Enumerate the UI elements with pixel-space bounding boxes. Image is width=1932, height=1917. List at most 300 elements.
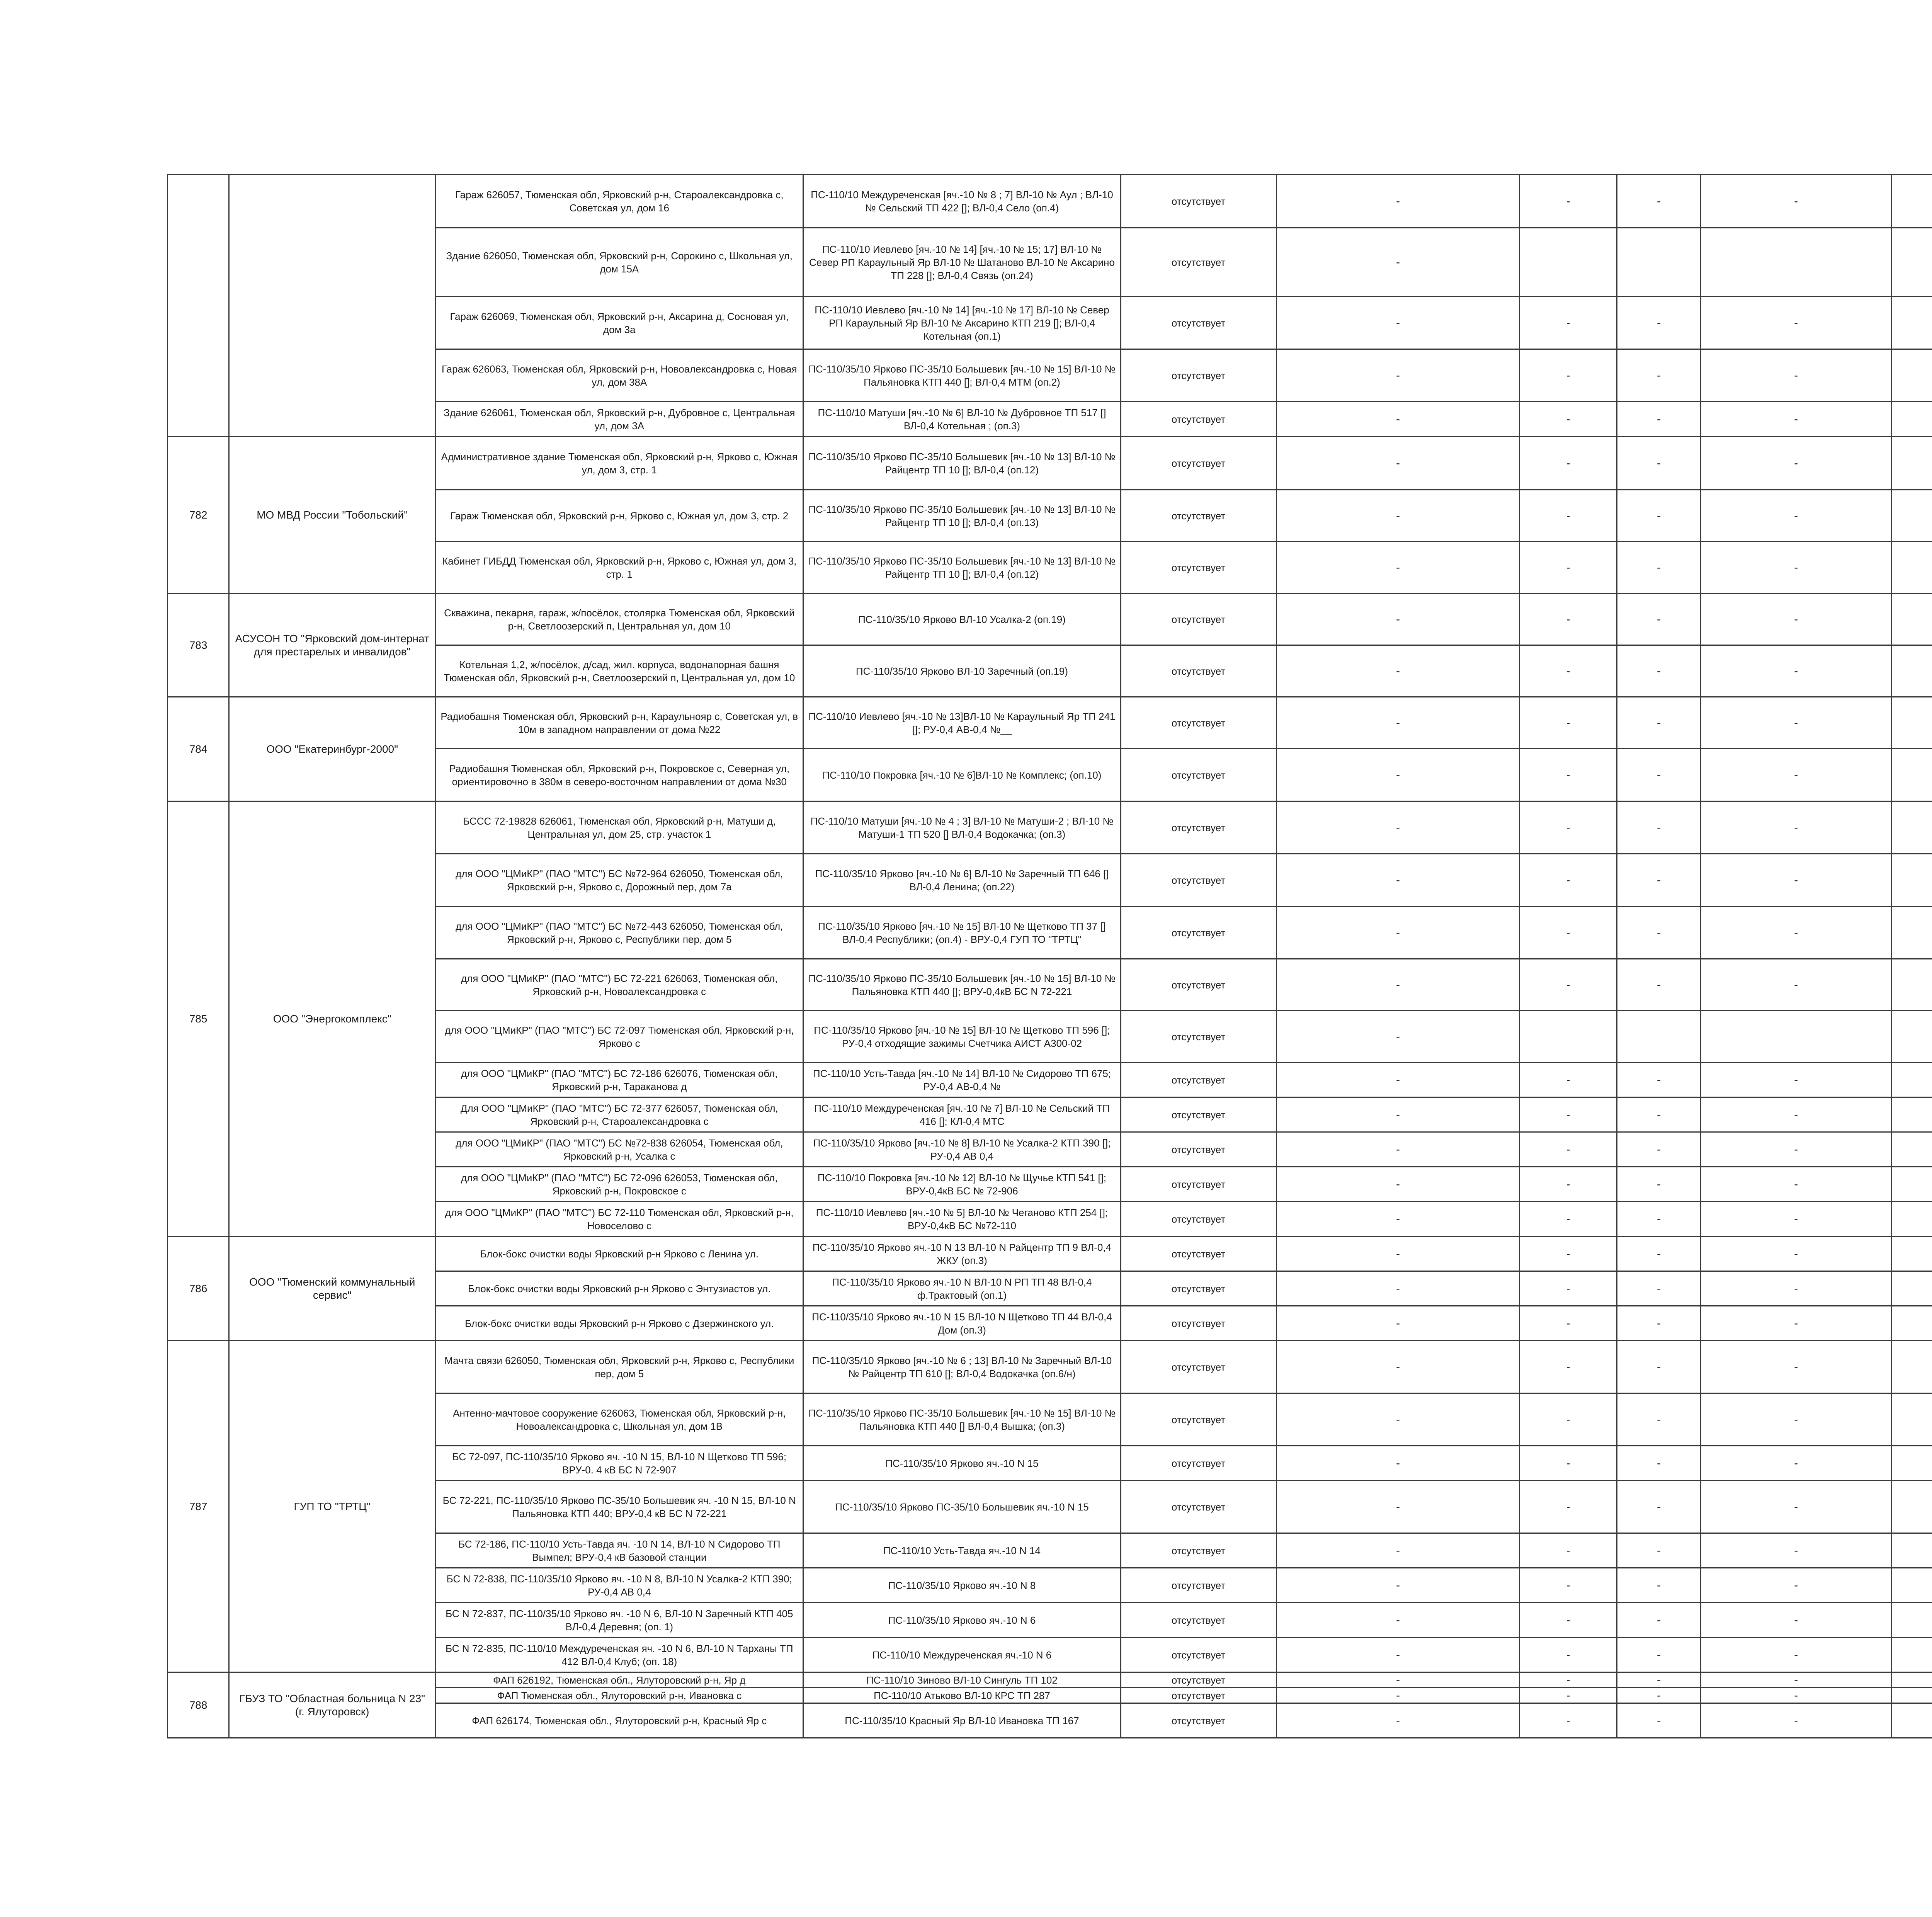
value-cell: - xyxy=(1276,490,1520,542)
power-source-cell: ПС-110/10 Междуреченская яч.-10 N 6 xyxy=(803,1638,1121,1672)
table-row xyxy=(168,594,1932,645)
value-cell: - xyxy=(1617,1271,1701,1306)
value-cell: - xyxy=(1276,1097,1520,1132)
value-cell: - xyxy=(1520,542,1617,594)
object-cell: БС N 72-838, ПС-110/35/10 Ярково яч. -10 N 8, ВЛ-10 N Усалка-2 КТП 390; РУ-0,4 АВ 0,4 xyxy=(435,1568,803,1603)
power-source-cell: ПС-110/35/10 Ярково [яч.-10 № 6 ; 13] ВЛ-10 № Заречный ВЛ-10 № Райцентр ТП 610 []; ВЛ-0,4 Водокачка (оп.6/н) xyxy=(803,1341,1121,1393)
organization-cell: ГБУЗ ТО "Областная больница N 23" (г. Ялуторовск) xyxy=(229,1672,435,1738)
power-source-cell: ПС-110/10 Усть-Тавда яч.-10 N 14 xyxy=(803,1533,1121,1568)
value-cell xyxy=(1891,1132,1932,1167)
object-cell: для ООО "ЦМиКР" (ПАО "МТС") БС №72-443 626050, Тюменская обл, Ярковский р-н, Ярково с, Республики пер, дом 5 xyxy=(435,907,803,959)
object-cell: для ООО "ЦМиКР" (ПАО "МТС") БС 72-096 626053, Тюменская обл, Ярковский р-н, Покровское с xyxy=(435,1167,803,1202)
value-cell: - xyxy=(1520,1688,1617,1703)
value-cell: - xyxy=(1276,1481,1520,1533)
value-cell: - xyxy=(1520,1672,1617,1688)
value-cell xyxy=(1891,1688,1932,1703)
value-cell xyxy=(1891,297,1932,349)
value-cell: - xyxy=(1276,1202,1520,1237)
value-cell: - xyxy=(1617,1446,1701,1481)
value-cell: - xyxy=(1701,490,1891,542)
value-cell: - xyxy=(1617,1638,1701,1672)
object-cell: БС 72-186, ПС-110/10 Усть-Тавда яч. -10 N 14, ВЛ-10 N Сидорово ТП Вымпел; ВРУ-0,4 кВ базовой станции xyxy=(435,1533,803,1568)
value-cell: - xyxy=(1276,1393,1520,1446)
value-cell: - xyxy=(1520,437,1617,490)
value-cell: - xyxy=(1520,1132,1617,1167)
value-cell: - xyxy=(1617,1703,1701,1738)
value-cell: - xyxy=(1520,854,1617,907)
value-cell: - xyxy=(1701,1341,1891,1393)
status-cell: отсутствует xyxy=(1121,1341,1276,1393)
organization-cell xyxy=(229,175,435,437)
object-cell: Радиобашня Тюменская обл, Ярковский р-н, Караульнояр с, Советская ул, в 10м в западном направлении от дома №22 xyxy=(435,697,803,749)
value-cell xyxy=(1891,175,1932,228)
value-cell: - xyxy=(1617,1393,1701,1446)
organization-cell: АСУСОН ТО "Ярковский дом-интернат для престарелых и инвалидов" xyxy=(229,594,435,697)
value-cell: - xyxy=(1617,1063,1701,1097)
value-cell: - xyxy=(1701,1603,1891,1638)
status-cell: отсутствует xyxy=(1121,1688,1276,1703)
value-cell: - xyxy=(1276,854,1520,907)
object-cell: Блок-бокс очистки воды Ярковский р-н Ярково с Энтузиастов ул. xyxy=(435,1271,803,1306)
power-source-cell: ПС-110/35/10 Ярково яч.-10 N 6 xyxy=(803,1603,1121,1638)
value-cell xyxy=(1891,1603,1932,1638)
power-source-cell: ПС-110/35/10 Ярково ВЛ-10 Заречный (оп.19) xyxy=(803,645,1121,697)
value-cell: - xyxy=(1276,801,1520,854)
value-cell: - xyxy=(1520,1063,1617,1097)
status-cell: отсутствует xyxy=(1121,1167,1276,1202)
power-source-cell: ПС-110/10 Иевлево [яч.-10 № 5] ВЛ-10 № Чеганово КТП 254 []; ВРУ-0,4кВ БС №72-110 xyxy=(803,1202,1121,1237)
value-cell: - xyxy=(1276,1672,1520,1688)
value-cell: - xyxy=(1276,749,1520,801)
value-cell: - xyxy=(1520,349,1617,402)
value-cell: - xyxy=(1520,1341,1617,1393)
value-cell xyxy=(1891,801,1932,854)
value-cell: - xyxy=(1520,297,1617,349)
value-cell: - xyxy=(1617,490,1701,542)
value-cell: - xyxy=(1276,437,1520,490)
value-cell: - xyxy=(1520,749,1617,801)
status-cell: отсутствует xyxy=(1121,175,1276,228)
value-cell xyxy=(1891,1672,1932,1688)
value-cell: - xyxy=(1276,1271,1520,1306)
object-cell: для ООО "ЦМиКР" (ПАО "МТС") БС №72-838 626054, Тюменская обл, Ярковский р-н, Усалка с xyxy=(435,1132,803,1167)
object-cell: ФАП 626174, Тюменская обл., Ялуторовский р-н, Красный Яр с xyxy=(435,1703,803,1738)
organization-cell: ООО "Энергокомплекс" xyxy=(229,801,435,1237)
value-cell: - xyxy=(1520,1568,1617,1603)
value-cell: - xyxy=(1520,594,1617,645)
status-cell: отсутствует xyxy=(1121,1271,1276,1306)
object-cell: Гараж 626069, Тюменская обл, Ярковский р-н, Аксарина д, Сосновая ул, дом 3а xyxy=(435,297,803,349)
value-cell: - xyxy=(1276,1341,1520,1393)
value-cell: - xyxy=(1701,1672,1891,1688)
status-cell: отсутствует xyxy=(1121,490,1276,542)
value-cell: - xyxy=(1520,1306,1617,1341)
value-cell: - xyxy=(1520,1097,1617,1132)
power-source-cell: ПС-110/35/10 Ярково ПС-35/10 Большевик [яч.-10 № 13] ВЛ-10 № Райцентр ТП 10 []; ВЛ-0,4 (оп.12) xyxy=(803,542,1121,594)
power-source-cell: ПС-110/35/10 Ярково яч.-10 N 8 xyxy=(803,1568,1121,1603)
power-source-cell: ПС-110/10 Иевлево [яч.-10 № 14] [яч.-10 № 17] ВЛ-10 № Север РП Караульный Яр ВЛ-10 № Аксарино КТП 219 []; ВЛ-0,4 Котельная (оп.1) xyxy=(803,297,1121,349)
value-cell: - xyxy=(1701,1568,1891,1603)
object-cell: для ООО "ЦМиКР" (ПАО "МТС") БС №72-964 626050, Тюменская обл, Ярковский р-н, Ярково с, Дорожный пер, дом 7а xyxy=(435,854,803,907)
power-source-cell: ПС-110/10 Иевлево [яч.-10 № 14] [яч.-10 № 15; 17] ВЛ-10 № Север РП Караульный Яр ВЛ-10 № Шатаново ВЛ-10 № Аксарино ТП 228 []; ВЛ-0,4 Связь (оп.24) xyxy=(803,228,1121,297)
power-source-cell: ПС-110/35/10 Ярково ПС-35/10 Большевик [яч.-10 № 15] ВЛ-10 № Пальяновка КТП 440 []; ВРУ-0,4кВ БС N 72-221 xyxy=(803,959,1121,1011)
value-cell: - xyxy=(1276,1703,1520,1738)
value-cell: - xyxy=(1701,959,1891,1011)
object-cell: для ООО "ЦМиКР" (ПАО "МТС") БС 72-186 626076, Тюменская обл, Ярковский р-н, Тараканова д xyxy=(435,1063,803,1097)
value-cell: - xyxy=(1701,1271,1891,1306)
row-number-cell: 785 xyxy=(168,801,229,1237)
power-source-cell: ПС-110/10 Усть-Тавда [яч.-10 № 14] ВЛ-10 № Сидорово ТП 675; РУ-0,4 АВ-0,4 № xyxy=(803,1063,1121,1097)
value-cell: - xyxy=(1276,349,1520,402)
power-source-cell: ПС-110/10 Матуши [яч.-10 № 6] ВЛ-10 № Дубровное ТП 517 [] ВЛ-0,4 Котельная ; (оп.3) xyxy=(803,402,1121,437)
value-cell: - xyxy=(1617,801,1701,854)
organization-cell: ГУП ТО "ТРТЦ" xyxy=(229,1341,435,1672)
value-cell: - xyxy=(1520,1167,1617,1202)
value-cell: - xyxy=(1617,697,1701,749)
value-cell: - xyxy=(1276,228,1520,297)
power-source-cell: ПС-110/35/10 Ярково яч.-10 N 15 ВЛ-10 N Щетково ТП 44 ВЛ-0,4 Дом (оп.3) xyxy=(803,1306,1121,1341)
status-cell: отсутствует xyxy=(1121,1638,1276,1672)
status-cell: отсутствует xyxy=(1121,1533,1276,1568)
value-cell: - xyxy=(1617,1688,1701,1703)
value-cell: - xyxy=(1617,402,1701,437)
value-cell: - xyxy=(1617,297,1701,349)
power-source-cell: ПС-110/35/10 Ярково ПС-35/10 Большевик [яч.-10 № 13] ВЛ-10 № Райцентр ТП 10 []; ВЛ-0,4 (оп.12) xyxy=(803,437,1121,490)
value-cell: - xyxy=(1520,1481,1617,1533)
table-row xyxy=(168,175,1932,228)
value-cell: - xyxy=(1617,854,1701,907)
value-cell xyxy=(1891,1202,1932,1237)
object-cell: Для ООО "ЦМиКР" (ПАО "МТС") БС 72-377 626057, Тюменская обл, Ярковский р-н, Староалександровка с xyxy=(435,1097,803,1132)
table-row xyxy=(168,1672,1932,1688)
status-cell: отсутствует xyxy=(1121,1306,1276,1341)
value-cell: - xyxy=(1520,175,1617,228)
object-cell: Гараж 626063, Тюменская обл, Ярковский р-н, Новоалександровка с, Новая ул, дом 38А xyxy=(435,349,803,402)
value-cell: - xyxy=(1617,349,1701,402)
value-cell xyxy=(1891,1097,1932,1132)
object-cell: БС 72-221, ПС-110/35/10 Ярково ПС-35/10 Большевик яч. -10 N 15, ВЛ-10 N Пальяновка КТП 440; ВРУ-0,4 кВ БС N 72-221 xyxy=(435,1481,803,1533)
value-cell: - xyxy=(1701,1097,1891,1132)
status-cell: отсутствует xyxy=(1121,801,1276,854)
status-cell: отсутствует xyxy=(1121,1446,1276,1481)
value-cell xyxy=(1891,1446,1932,1481)
row-number-cell xyxy=(168,175,229,437)
value-cell: - xyxy=(1276,1306,1520,1341)
power-source-cell: ПС-110/10 Иевлево [яч.-10 № 13]ВЛ-10 № Караульный Яр ТП 241 []; РУ-0,4 АВ-0,4 №__ xyxy=(803,697,1121,749)
value-cell: - xyxy=(1520,402,1617,437)
table-row xyxy=(168,437,1932,490)
value-cell: - xyxy=(1701,1393,1891,1446)
value-cell: - xyxy=(1276,1533,1520,1568)
row-number-cell: 783 xyxy=(168,594,229,697)
power-source-cell: ПС-110/35/10 Ярково ПС-35/10 Большевик яч.-10 N 15 xyxy=(803,1481,1121,1533)
status-cell: отсутствует xyxy=(1121,594,1276,645)
value-cell: - xyxy=(1701,437,1891,490)
value-cell: - xyxy=(1520,1271,1617,1306)
value-cell: - xyxy=(1520,1703,1617,1738)
value-cell xyxy=(1891,228,1932,297)
table-row xyxy=(168,1237,1932,1271)
power-source-cell: ПС-110/10 Междуреченская [яч.-10 № 8 ; 7] ВЛ-10 № Аул ; ВЛ-10 № Сельский ТП 422 []; ВЛ-0,4 Село (оп.4) xyxy=(803,175,1121,228)
object-cell: Административное здание Тюменская обл, Ярковский р-н, Ярково с, Южная ул, дом 3, стр. 1 xyxy=(435,437,803,490)
value-cell xyxy=(1520,1011,1617,1063)
value-cell: - xyxy=(1701,749,1891,801)
value-cell: - xyxy=(1276,645,1520,697)
status-cell: отсутствует xyxy=(1121,1063,1276,1097)
object-cell: Гараж 626057, Тюменская обл, Ярковский р-н, Староалександровка с, Советская ул, дом 16 xyxy=(435,175,803,228)
value-cell xyxy=(1891,1271,1932,1306)
status-cell: отсутствует xyxy=(1121,1237,1276,1271)
value-cell: - xyxy=(1617,1132,1701,1167)
value-cell: - xyxy=(1276,1688,1520,1703)
row-number-cell: 782 xyxy=(168,437,229,594)
value-cell: - xyxy=(1276,297,1520,349)
power-source-cell: ПС-110/10 Покровка [яч.-10 № 12] ВЛ-10 № Щучье КТП 541 []; ВРУ-0,4кВ БС № 72-906 xyxy=(803,1167,1121,1202)
value-cell: - xyxy=(1701,594,1891,645)
object-cell: Котельная 1,2, ж/посёлок, д/сад, жил. корпуса, водонапорная башня Тюменская обл, Ярковский р-н, Светлоозерский п, Центральная ул, дом 10 xyxy=(435,645,803,697)
value-cell: - xyxy=(1276,175,1520,228)
value-cell: - xyxy=(1520,801,1617,854)
status-cell: отсутствует xyxy=(1121,228,1276,297)
value-cell: - xyxy=(1520,1237,1617,1271)
value-cell: - xyxy=(1701,1063,1891,1097)
value-cell xyxy=(1891,645,1932,697)
power-source-cell: ПС-110/35/10 Ярково [яч.-10 № 8] ВЛ-10 № Усалка-2 КТП 390 []; РУ-0,4 АВ 0,4 xyxy=(803,1132,1121,1167)
value-cell: - xyxy=(1520,1533,1617,1568)
value-cell: - xyxy=(1276,1603,1520,1638)
value-cell xyxy=(1617,228,1701,297)
value-cell: - xyxy=(1276,959,1520,1011)
value-cell: - xyxy=(1701,1446,1891,1481)
value-cell: - xyxy=(1520,1638,1617,1672)
object-cell: ФАП 626192, Тюменская обл., Ялуторовский р-н, Яр д xyxy=(435,1672,803,1688)
value-cell xyxy=(1891,437,1932,490)
value-cell xyxy=(1701,228,1891,297)
value-cell: - xyxy=(1276,1237,1520,1271)
value-cell: - xyxy=(1701,801,1891,854)
status-cell: отсутствует xyxy=(1121,854,1276,907)
value-cell xyxy=(1520,228,1617,297)
status-cell: отсутствует xyxy=(1121,749,1276,801)
value-cell: - xyxy=(1520,1202,1617,1237)
organization-cell: ООО "Тюменский коммунальный сервис" xyxy=(229,1237,435,1341)
value-cell: - xyxy=(1617,1306,1701,1341)
value-cell: - xyxy=(1617,542,1701,594)
value-cell xyxy=(1891,1011,1932,1063)
value-cell: - xyxy=(1276,1167,1520,1202)
object-cell: Здание 626061, Тюменская обл, Ярковский р-н, Дубровное с, Центральная ул, дом 3А xyxy=(435,402,803,437)
value-cell xyxy=(1891,697,1932,749)
value-cell xyxy=(1891,349,1932,402)
status-cell: отсутствует xyxy=(1121,1202,1276,1237)
object-cell: для ООО "ЦМиКР" (ПАО "МТС") БС 72-110 Тюменская обл, Ярковский р-н, Новоселово с xyxy=(435,1202,803,1237)
value-cell: - xyxy=(1276,697,1520,749)
value-cell xyxy=(1891,542,1932,594)
object-cell: ФАП Тюменская обл., Ялуторовский р-н, Ивановка с xyxy=(435,1688,803,1703)
status-cell: отсутствует xyxy=(1121,1481,1276,1533)
object-cell: для ООО "ЦМиКР" (ПАО "МТС") БС 72-097 Тюменская обл, Ярковский р-н, Ярково с xyxy=(435,1011,803,1063)
value-cell: - xyxy=(1617,959,1701,1011)
power-source-cell: ПС-110/10 Покровка [яч.-10 № 6]ВЛ-10 № Комплекс; (оп.10) xyxy=(803,749,1121,801)
value-cell: - xyxy=(1617,1237,1701,1271)
power-source-cell: ПС-110/35/10 Ярково [яч.-10 № 6] ВЛ-10 № Заречный ТП 646 [] ВЛ-0,4 Ленина; (оп.22) xyxy=(803,854,1121,907)
object-cell: Блок-бокс очистки воды Ярковский р-н Ярково с Дзержинского ул. xyxy=(435,1306,803,1341)
value-cell xyxy=(1891,1568,1932,1603)
value-cell: - xyxy=(1617,1568,1701,1603)
status-cell: отсутствует xyxy=(1121,697,1276,749)
status-cell: отсутствует xyxy=(1121,402,1276,437)
value-cell: - xyxy=(1617,594,1701,645)
value-cell xyxy=(1891,490,1932,542)
value-cell: - xyxy=(1701,349,1891,402)
power-source-cell: ПС-110/35/10 Ярково ВЛ-10 Усалка-2 (оп.19) xyxy=(803,594,1121,645)
object-cell: БССС 72-19828 626061, Тюменская обл, Ярковский р-н, Матуши д, Центральная ул, дом 25, стр. участок 1 xyxy=(435,801,803,854)
power-source-cell: ПС-110/10 Зиново ВЛ-10 Сингуль ТП 102 xyxy=(803,1672,1121,1688)
table-body xyxy=(168,175,1932,1738)
value-cell: - xyxy=(1276,1132,1520,1167)
value-cell xyxy=(1891,402,1932,437)
value-cell: - xyxy=(1520,490,1617,542)
value-cell: - xyxy=(1617,1167,1701,1202)
value-cell: - xyxy=(1276,1063,1520,1097)
value-cell: - xyxy=(1701,542,1891,594)
value-cell: - xyxy=(1617,175,1701,228)
value-cell: - xyxy=(1701,297,1891,349)
value-cell xyxy=(1891,1063,1932,1097)
object-cell: Скважина, пекарня, гараж, ж/посёлок, столярка Тюменская обл, Ярковский р-н, Светлоозерский п, Центральная ул, дом 10 xyxy=(435,594,803,645)
value-cell xyxy=(1891,1237,1932,1271)
value-cell: - xyxy=(1520,959,1617,1011)
table-row xyxy=(168,801,1932,854)
value-cell: - xyxy=(1617,1202,1701,1237)
status-cell: отсутствует xyxy=(1121,1011,1276,1063)
object-cell: Гараж Тюменская обл, Ярковский р-н, Ярково с, Южная ул, дом 3, стр. 2 xyxy=(435,490,803,542)
row-number-cell: 786 xyxy=(168,1237,229,1341)
status-cell: отсутствует xyxy=(1121,437,1276,490)
object-cell: Антенно-мачтовое сооружение 626063, Тюменская обл, Ярковский р-н, Новоалександровка с, Школьная ул, дом 1В xyxy=(435,1393,803,1446)
object-cell: Блок-бокс очистки воды Ярковский р-н Ярково с Ленина ул. xyxy=(435,1237,803,1271)
value-cell: - xyxy=(1701,175,1891,228)
value-cell: - xyxy=(1701,1202,1891,1237)
object-cell: БС N 72-835, ПС-110/10 Междуреченская яч. -10 N 6, ВЛ-10 N Тарханы ТП 412 ВЛ-0,4 Клуб; (оп. 18) xyxy=(435,1638,803,1672)
power-source-cell: ПС-110/35/10 Ярково яч.-10 N 13 ВЛ-10 N Райцентр ТП 9 ВЛ-0,4 ЖКУ (оп.3) xyxy=(803,1237,1121,1271)
value-cell: - xyxy=(1701,697,1891,749)
status-cell: отсутствует xyxy=(1121,1672,1276,1688)
value-cell: - xyxy=(1617,907,1701,959)
value-cell: - xyxy=(1520,645,1617,697)
value-cell xyxy=(1891,594,1932,645)
organization-cell: ООО "Екатеринбург-2000" xyxy=(229,697,435,801)
value-cell: - xyxy=(1276,1011,1520,1063)
value-cell: - xyxy=(1701,854,1891,907)
value-cell xyxy=(1891,854,1932,907)
status-cell: отсутствует xyxy=(1121,1603,1276,1638)
value-cell xyxy=(1891,749,1932,801)
status-cell: отсутствует xyxy=(1121,1703,1276,1738)
status-cell: отсутствует xyxy=(1121,1097,1276,1132)
value-cell xyxy=(1891,1481,1932,1533)
value-cell: - xyxy=(1276,907,1520,959)
value-cell: - xyxy=(1276,1568,1520,1603)
value-cell: - xyxy=(1617,1533,1701,1568)
value-cell: - xyxy=(1617,645,1701,697)
value-cell: - xyxy=(1617,1603,1701,1638)
data-table xyxy=(167,174,1932,1738)
value-cell: - xyxy=(1701,1533,1891,1568)
value-cell: - xyxy=(1520,1446,1617,1481)
object-cell: БС 72-097, ПС-110/35/10 Ярково яч. -10 N 15, ВЛ-10 N Щетково ТП 596; ВРУ-0. 4 кВ БС N 72-907 xyxy=(435,1446,803,1481)
value-cell xyxy=(1891,1393,1932,1446)
power-source-cell: ПС-110/35/10 Ярково ПС-35/10 Большевик [яч.-10 № 15] ВЛ-10 № Пальяновка КТП 440 []; ВЛ-0,4 МТМ (оп.2) xyxy=(803,349,1121,402)
object-cell: Здание 626050, Тюменская обл, Ярковский р-н, Сорокино с, Школьная ул, дом 15А xyxy=(435,228,803,297)
value-cell: - xyxy=(1701,1237,1891,1271)
power-source-cell: ПС-110/35/10 Красный Яр ВЛ-10 Ивановка ТП 167 xyxy=(803,1703,1121,1738)
value-cell: - xyxy=(1617,1341,1701,1393)
value-cell: - xyxy=(1617,1481,1701,1533)
row-number-cell: 784 xyxy=(168,697,229,801)
value-cell xyxy=(1891,1703,1932,1738)
status-cell: отсутствует xyxy=(1121,959,1276,1011)
power-source-cell: ПС-110/10 Междуреченская [яч.-10 № 7] ВЛ-10 № Сельский ТП 416 []; КЛ-0,4 МТС xyxy=(803,1097,1121,1132)
value-cell xyxy=(1891,1167,1932,1202)
value-cell: - xyxy=(1276,542,1520,594)
value-cell: - xyxy=(1701,1638,1891,1672)
object-cell: Радиобашня Тюменская обл, Ярковский р-н, Покровское с, Северная ул, ориентировочно в 380м в северо-восточном направлении от дома №30 xyxy=(435,749,803,801)
value-cell xyxy=(1891,1306,1932,1341)
object-cell: Мачта связи 626050, Тюменская обл, Ярковский р-н, Ярково с, Республики пер, дом 5 xyxy=(435,1341,803,1393)
value-cell xyxy=(1891,959,1932,1011)
power-source-cell: ПС-110/35/10 Ярково [яч.-10 № 15] ВЛ-10 № Щетково ТП 596 []; РУ-0,4 отходящие зажимы Счетчика АИСТ А300-02 xyxy=(803,1011,1121,1063)
value-cell: - xyxy=(1701,907,1891,959)
value-cell: - xyxy=(1701,1306,1891,1341)
object-cell: для ООО "ЦМиКР" (ПАО "МТС") БС 72-221 626063, Тюменская обл, Ярковский р-н, Новоалександровка с xyxy=(435,959,803,1011)
value-cell: - xyxy=(1276,1446,1520,1481)
status-cell: отсутствует xyxy=(1121,297,1276,349)
value-cell xyxy=(1891,1341,1932,1393)
value-cell: - xyxy=(1520,1603,1617,1638)
power-source-cell: ПС-110/10 Матуши [яч.-10 № 4 ; 3] ВЛ-10 № Матуши-2 ; ВЛ-10 № Матуши-1 ТП 520 [] ВЛ-0,4 Водокачка; (оп.3) xyxy=(803,801,1121,854)
status-cell: отсутствует xyxy=(1121,1393,1276,1446)
value-cell xyxy=(1891,907,1932,959)
object-cell: Кабинет ГИБДД Тюменская обл, Ярковский р-н, Ярково с, Южная ул, дом 3, стр. 1 xyxy=(435,542,803,594)
value-cell: - xyxy=(1520,697,1617,749)
value-cell: - xyxy=(1276,402,1520,437)
object-cell: БС N 72-837, ПС-110/35/10 Ярково яч. -10 N 6, ВЛ-10 N Заречный КТП 405 ВЛ-0,4 Деревня; (оп. 1) xyxy=(435,1603,803,1638)
power-source-cell: ПС-110/35/10 Ярково ПС-35/10 Большевик [яч.-10 № 13] ВЛ-10 № Райцентр ТП 10 []; ВЛ-0,4 (оп.13) xyxy=(803,490,1121,542)
value-cell xyxy=(1891,1533,1932,1568)
value-cell: - xyxy=(1701,1481,1891,1533)
value-cell xyxy=(1891,1638,1932,1672)
value-cell: - xyxy=(1701,402,1891,437)
status-cell: отсутствует xyxy=(1121,349,1276,402)
status-cell: отсутствует xyxy=(1121,1568,1276,1603)
organization-cell: МО МВД России "Тобольский" xyxy=(229,437,435,594)
status-cell: отсутствует xyxy=(1121,1132,1276,1167)
value-cell: - xyxy=(1701,1688,1891,1703)
power-source-cell: ПС-110/35/10 Ярково яч.-10 N ВЛ-10 N РП ТП 48 ВЛ-0,4 ф.Трактовый (оп.1) xyxy=(803,1271,1121,1306)
value-cell: - xyxy=(1520,1393,1617,1446)
value-cell: - xyxy=(1701,645,1891,697)
status-cell: отсутствует xyxy=(1121,907,1276,959)
value-cell: - xyxy=(1617,1097,1701,1132)
power-source-cell: ПС-110/35/10 Ярково яч.-10 N 15 xyxy=(803,1446,1121,1481)
value-cell: - xyxy=(1520,907,1617,959)
status-cell: отсутствует xyxy=(1121,542,1276,594)
power-source-cell: ПС-110/35/10 Ярково [яч.-10 № 15] ВЛ-10 № Щетково ТП 37 [] ВЛ-0,4 Республики; (оп.4) - ВРУ-0,4 ГУП ТО "ТРТЦ" xyxy=(803,907,1121,959)
table-row xyxy=(168,697,1932,749)
value-cell: - xyxy=(1276,594,1520,645)
status-cell: отсутствует xyxy=(1121,645,1276,697)
